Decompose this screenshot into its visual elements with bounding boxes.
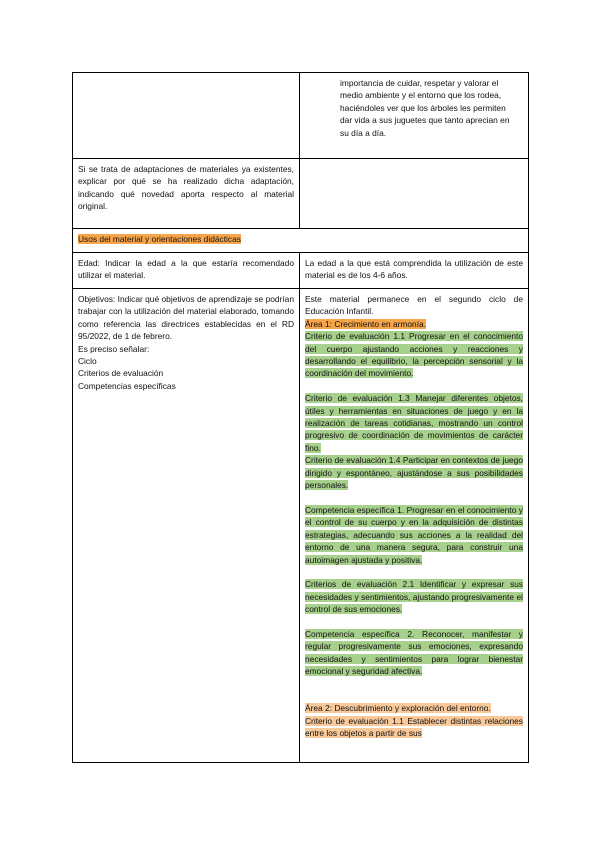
criterion-1-3: Criterio de evaluación 1.3 Manejar diferentes objetos, útiles y herramientas en situaciones de juego y en la realización de tareas cotidianas, mostrando un control progresivo de coordinación de movimientos de carácter fino. — [305, 393, 523, 453]
section-title: Usos del material y orientaciones didácticas — [78, 234, 241, 244]
table-row — [73, 289, 529, 763]
cycle-text: Este material permanece en el segundo ciclo de Educación Infantil. — [305, 294, 523, 317]
criterion-2-1: Criterios de evaluación 2.1 Identificar y expresar sus necesidades y sentimientos, ajustando progresivamente el control de sus emociones. — [305, 579, 523, 615]
row1-right-cell — [300, 73, 529, 159]
objectives-list-item: Competencias específicas — [78, 380, 176, 391]
section-header-row — [73, 229, 529, 253]
table-row — [73, 73, 529, 159]
area2-criterion-1-1: Criterio de evaluación 1.1 Establecer distintas relaciones entre los objetos a partir de sus — [305, 715, 523, 739]
objectives-list-item: Es preciso señalar: — [78, 343, 150, 354]
criterion-1-1: Criterio de evaluación 1.1 Progresar en el conocimiento del cuerpo ajustando acciones y reacciones y desarrollando el equilibrio, la percepción sensorial y la coordinación del movimiento. — [305, 331, 523, 379]
area2-title: Área 2: Descubrimiento y exploración del entorno. — [305, 703, 491, 714]
objectives-list-item: Ciclo — [78, 356, 97, 367]
competence-2: Competencia específica 2. Reconocer, manifestar y regular progresivamente sus emociones, expresando necesidades y sentimientos para lograr bienestar emocional y seguridad afectiva. — [305, 628, 523, 677]
adaptation-question-cell — [73, 159, 300, 229]
objectives-intro-text: Objetivos: Indicar qué objetivos de aprendizaje se podrían trabajar con la utilización del material elaborado, tomando como referencia las directrices establecidas en el RD 95/2022, de 1 de febrero. — [78, 294, 294, 342]
criterion-1-4: Criterio de evaluación 1.4 Participar en contextos de juego dirigido y espontáneo, ajustándose a sus posibilidades personales. — [305, 455, 523, 491]
table-row — [73, 159, 529, 229]
environment-importance-text: importancia de cuidar, respetar y valorar el medio ambiente y el entorno que los rodea, haciéndoles ver que los árboles les permiten dar vida a sus juguetes que tanto aprecian en su día a día. — [340, 78, 510, 138]
objectives-question-cell — [73, 289, 300, 763]
competence-1: Competencia específica 1. Progresar en el conocimiento y el control de su cuerpo y en la adquisición de distintas estrategias, adecuando sus acciones a la realidad del entorno de una manera segura, para construir una autoimagen ajustada y positiva. — [305, 504, 523, 565]
age-question-cell — [73, 253, 300, 289]
material-table — [72, 72, 529, 763]
adaptation-question-text: Si se trata de adaptaciones de materiales ya existentes, explicar por qué se ha realizado dicha adaptación, indicando qué novedad aporta respecto al material original. — [78, 164, 294, 212]
objectives-answer-cell — [300, 289, 529, 763]
age-question-text: Edad: Indicar la edad a la que estaría recomendado utilizar el material. — [78, 258, 294, 281]
objectives-list-item: Criterios de evaluación — [78, 368, 164, 379]
area1-title: Área 1: Crecimiento en armonía. — [305, 318, 427, 329]
age-answer-cell — [300, 253, 529, 289]
row1-left-cell — [73, 73, 300, 159]
age-answer-text: La edad a la que está comprendida la utilización de este material es de los 4-6 años. — [305, 258, 523, 281]
section-header-cell — [73, 229, 529, 253]
table-row — [73, 253, 529, 289]
adaptation-answer-cell — [300, 159, 529, 229]
